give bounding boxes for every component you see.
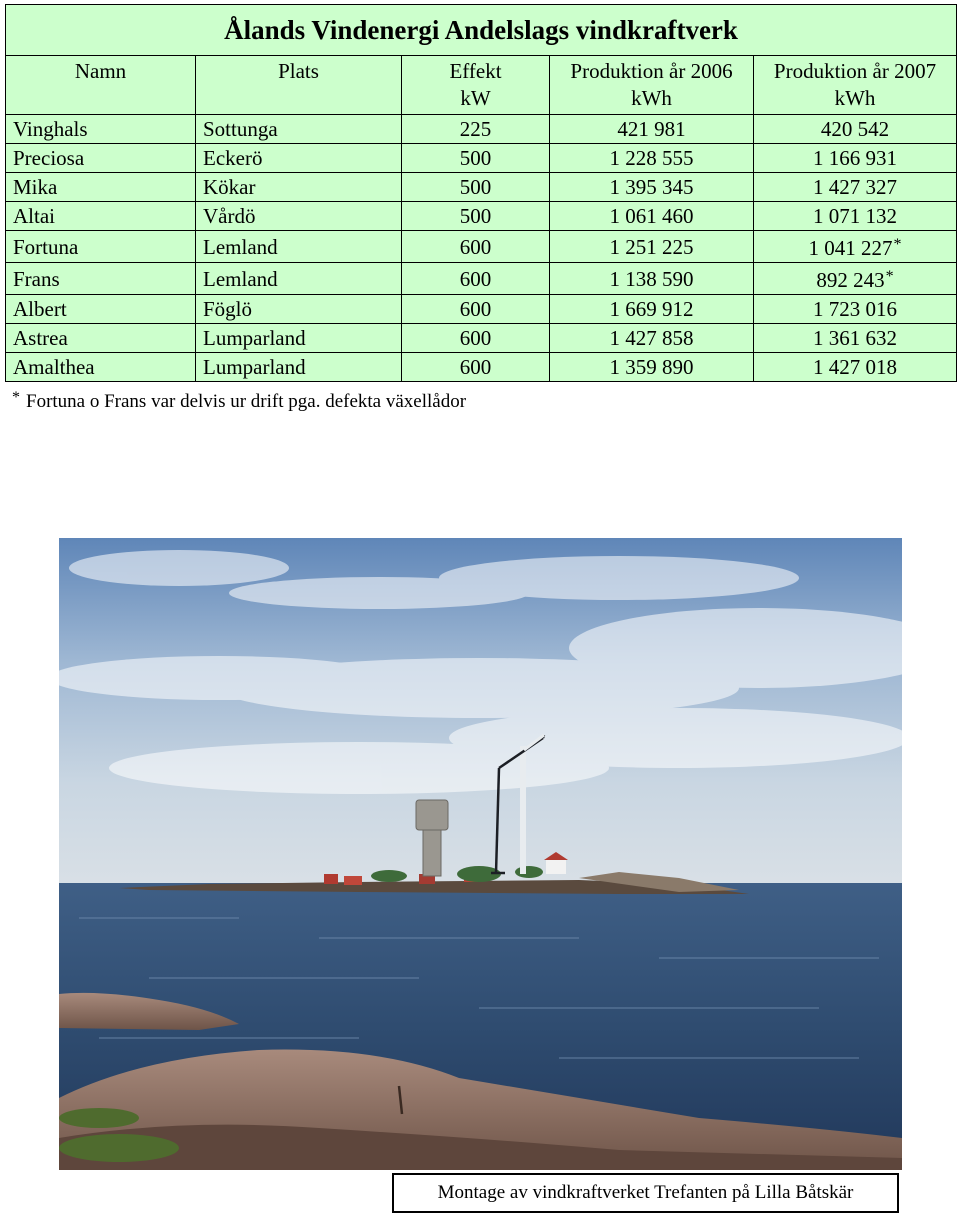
- cell-name: [6, 144, 196, 173]
- cell-place-text: Kökar: [203, 175, 256, 199]
- cell-name-text: Fortuna: [13, 234, 79, 259]
- cell-prod-2006: [550, 295, 754, 324]
- cell-name: [6, 202, 196, 231]
- table-row: [6, 295, 957, 324]
- cell-effect-text: 600: [459, 355, 492, 379]
- header-namn: [6, 56, 196, 115]
- header-plats: [196, 56, 402, 115]
- cell-name-text: Altai: [13, 204, 55, 228]
- cell-place: [196, 115, 402, 144]
- cell-prod-2006: [550, 353, 754, 382]
- table-row: [6, 173, 957, 202]
- cell-effect-text: 600: [459, 266, 492, 291]
- header-produktion-2006: [550, 56, 754, 115]
- cell-prod-2007-text: 1 427 018: [813, 355, 897, 379]
- cell-effect-text: 500: [459, 175, 492, 199]
- cell-effect-text: 225: [459, 117, 492, 141]
- cell-place: [196, 231, 402, 263]
- cell-name-text: Preciosa: [13, 146, 85, 170]
- header-line1: Plats: [278, 59, 319, 83]
- photo-illustration: [59, 538, 902, 1170]
- cell-name-text: Frans: [13, 266, 60, 291]
- cell-place: [196, 295, 402, 324]
- cell-prod-2006: [550, 173, 754, 202]
- cell-place-text: Lemland: [203, 266, 278, 291]
- cell-effect-text: 600: [459, 326, 492, 350]
- cell-place-text: Lumparland: [203, 326, 306, 350]
- cell-effect-text: 500: [459, 204, 492, 228]
- cell-prod-2007-text: 1 071 132: [813, 204, 897, 228]
- cell-place: [196, 263, 402, 295]
- footnote: [12, 386, 466, 414]
- cell-name-text: Mika: [13, 175, 58, 199]
- cell-effect-text: 500: [459, 146, 492, 170]
- cell-prod-2006: [550, 324, 754, 353]
- cell-effect: [402, 231, 550, 263]
- table-row: [6, 324, 957, 353]
- table-body: [6, 115, 957, 382]
- cell-name: [6, 115, 196, 144]
- cell-prod-2007-text: 1 361 632: [813, 326, 897, 350]
- cell-place: [196, 202, 402, 231]
- header-line2: kWh: [834, 86, 876, 110]
- cell-effect: [402, 295, 550, 324]
- cell-prod-2006-text: 1 427 858: [609, 326, 694, 350]
- cell-prod-2006: [550, 144, 754, 173]
- cell-place-text: Eckerö: [203, 146, 263, 170]
- table-row: [6, 115, 957, 144]
- footnote-star-icon: *: [885, 268, 894, 285]
- cell-place: [196, 144, 402, 173]
- cell-prod-2007-text: 420 542: [820, 117, 890, 141]
- cell-name-text: Vinghals: [13, 117, 88, 141]
- cell-prod-2006-text: 1 669 912: [609, 297, 694, 321]
- cell-prod-2006: [550, 115, 754, 144]
- header-line1: Produktion år 2006: [570, 59, 733, 83]
- header-line1: Effekt: [449, 59, 502, 83]
- cell-prod-2007: [754, 353, 957, 382]
- cell-effect: [402, 324, 550, 353]
- cell-effect: [402, 202, 550, 231]
- header-line1: Namn: [74, 59, 127, 83]
- cell-effect: [402, 263, 550, 295]
- cell-prod-2007: [754, 295, 957, 324]
- cell-prod-2007-text: 1 041 227: [808, 236, 893, 260]
- cell-prod-2007: [754, 263, 957, 295]
- photo-caption: [392, 1173, 899, 1213]
- cell-effect: [402, 353, 550, 382]
- cell-name-text: Astrea: [13, 326, 68, 350]
- cell-place-text: Vårdö: [203, 204, 256, 228]
- cell-prod-2006-text: 1 359 890: [609, 355, 694, 379]
- table-row: [6, 353, 957, 382]
- cell-place: [196, 173, 402, 202]
- header-line2: kW: [460, 86, 491, 110]
- cell-prod-2007: [754, 324, 957, 353]
- cell-prod-2007: [754, 231, 957, 263]
- table-row: [6, 202, 957, 231]
- cell-name-text: Amalthea: [13, 355, 95, 379]
- header-line2: kWh: [631, 86, 672, 110]
- table-row: [6, 263, 957, 295]
- cell-prod-2006-text: 421 981: [617, 117, 686, 141]
- cell-prod-2006: [550, 231, 754, 263]
- wind-power-table: [5, 4, 957, 382]
- cell-prod-2007: [754, 173, 957, 202]
- header-produktion-2007: [754, 56, 957, 115]
- cell-name: [6, 231, 196, 263]
- cell-effect: [402, 144, 550, 173]
- cell-effect-text: 600: [459, 234, 492, 259]
- footnote-star-icon: *: [12, 389, 20, 406]
- cell-effect: [402, 115, 550, 144]
- cell-effect: [402, 173, 550, 202]
- cell-prod-2006-text: 1 138 590: [609, 266, 694, 291]
- cell-name: [6, 324, 196, 353]
- table-row: [6, 231, 957, 263]
- cell-prod-2006-text: 1 395 345: [609, 175, 694, 199]
- footnote-star-icon: *: [893, 236, 902, 253]
- cell-prod-2007-text: 1 166 931: [813, 146, 897, 170]
- cell-name-text: Albert: [13, 297, 67, 321]
- photo-caption-text: Montage av vindkraftverket Trefanten på Lilla Båtskär: [437, 1182, 854, 1203]
- cell-prod-2006-text: 1 251 225: [609, 234, 694, 259]
- cell-prod-2007-text: 1 427 327: [813, 175, 897, 199]
- header-line1: Produktion år 2007: [773, 59, 937, 83]
- cell-prod-2006: [550, 263, 754, 295]
- cell-prod-2007: [754, 115, 957, 144]
- cell-prod-2007-text: 1 723 016: [813, 297, 897, 321]
- footnote-text: Fortuna o Frans var delvis ur drift pga. defekta växellådor: [26, 391, 467, 412]
- table-title: Ålands Vindenergi Andelslags vindkraftverk: [6, 5, 957, 56]
- cell-place: [196, 324, 402, 353]
- cell-place-text: Föglö: [203, 297, 253, 321]
- table-header-row: [6, 56, 957, 115]
- cell-name: [6, 295, 196, 324]
- wind-turbine-photo: [59, 538, 902, 1170]
- cell-name: [6, 263, 196, 295]
- cell-prod-2007: [754, 144, 957, 173]
- cell-prod-2007: [754, 202, 957, 231]
- cell-prod-2006-text: 1 061 460: [609, 204, 694, 228]
- header-effekt: [402, 56, 550, 115]
- table-title-row: [6, 5, 957, 56]
- table-row: [6, 144, 957, 173]
- cell-prod-2007-text: 892 243: [816, 268, 885, 292]
- cell-place-text: Lemland: [203, 234, 278, 259]
- cell-place-text: Sottunga: [203, 117, 278, 141]
- cell-prod-2006-text: 1 228 555: [609, 146, 694, 170]
- cell-prod-2006: [550, 202, 754, 231]
- cell-name: [6, 173, 196, 202]
- cell-place: [196, 353, 402, 382]
- cell-effect-text: 600: [459, 297, 492, 321]
- cell-place-text: Lumparland: [203, 355, 306, 379]
- cell-name: [6, 353, 196, 382]
